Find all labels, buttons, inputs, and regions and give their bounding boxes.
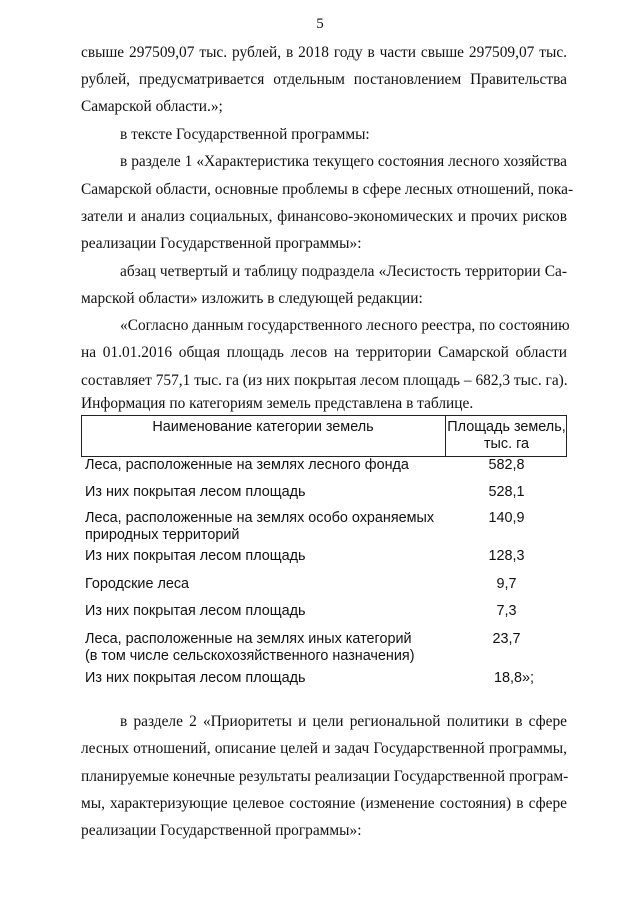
text-line: реализации Государственной программы»: bbox=[81, 235, 362, 252]
row-name-line2: природных территорий bbox=[85, 527, 240, 543]
row-area: 528,1 bbox=[488, 484, 525, 500]
row-name: Из них покрытая лесом площадь bbox=[85, 670, 306, 686]
text-line: «Согласно данным государственного лесного реестра, по состоянию bbox=[120, 317, 570, 334]
row-area: 9,7 bbox=[496, 576, 517, 592]
row-name: Леса, расположенные на землях иных категорий bbox=[85, 631, 412, 647]
text-line: свыше 297509,07 тыс. рублей, в 2018 году в части свыше 297509,07 тыс. bbox=[81, 44, 567, 61]
header-area-line1: Площадь земель, bbox=[447, 419, 566, 435]
row-name: Из них покрытая лесом площадь bbox=[85, 484, 306, 500]
row-area: 18,8»; bbox=[494, 670, 535, 686]
row-name: Из них покрытая лесом площадь bbox=[85, 603, 306, 619]
row-name: Городские леса bbox=[85, 576, 190, 592]
row-area: 23,7 bbox=[492, 631, 521, 647]
text-line: реализации Государственной программы»: bbox=[81, 822, 362, 839]
row-name: Из них покрытая лесом площадь bbox=[85, 548, 306, 564]
header-area-line2: тыс. га bbox=[483, 436, 530, 452]
page-number: 5 bbox=[316, 16, 324, 32]
row-name-line2: (в том числе сельскохозяйственного назначения) bbox=[85, 648, 415, 664]
text-line: составляет 757,1 тыс. га (из них покрытая лесом площадь – 682,3 тыс. га). bbox=[81, 372, 568, 389]
text-line: рублей, предусматривается отдельным постановлением Правительства bbox=[81, 71, 567, 88]
text-line: Информация по категориям земель представлена в таблице. bbox=[81, 395, 474, 412]
text-line: абзац четвертый и таблицу подраздела «Лесистость территории Са- bbox=[120, 263, 567, 280]
row-area: 140,9 bbox=[488, 510, 525, 526]
text-line: планируемые конечные результаты реализации Государственной програм- bbox=[81, 768, 569, 785]
row-area: 7,3 bbox=[496, 603, 517, 619]
row-area: 128,3 bbox=[488, 548, 525, 564]
row-name: Леса, расположенные на землях лесного фонда bbox=[85, 457, 409, 473]
text-line: затели и анализ социальных, финансово-экономических и прочих рисков bbox=[81, 208, 567, 225]
header-category-name: Наименование категории земель bbox=[152, 419, 374, 435]
row-area: 582,8 bbox=[488, 457, 525, 473]
text-line: Самарской области, основные проблемы в сфере лесных отношений, пока- bbox=[81, 181, 574, 198]
text-line: мы, характеризующие целевое состояние (изменение состояния) в сфере bbox=[81, 795, 567, 812]
text-line: лесных отношений, описание целей и задач Государственной программы, bbox=[81, 740, 567, 757]
text-line: на 01.01.2016 общая площадь лесов на территории Самарской области bbox=[81, 344, 567, 361]
text-line: Самарской области.»; bbox=[81, 98, 223, 115]
text-line: марской области» изложить в следующей редакции: bbox=[81, 290, 423, 307]
program-paragraph: в тексте Государственной программы: bbox=[120, 126, 370, 143]
text-line: в разделе 2 «Приоритеты и цели региональной политики в сфере bbox=[120, 713, 567, 730]
text-line: в разделе 1 «Характеристика текущего состояния лесного хозяйства bbox=[120, 153, 567, 170]
header-area bbox=[446, 419, 567, 453]
row-name: Леса, расположенные на землях особо охраняемых bbox=[85, 510, 435, 526]
